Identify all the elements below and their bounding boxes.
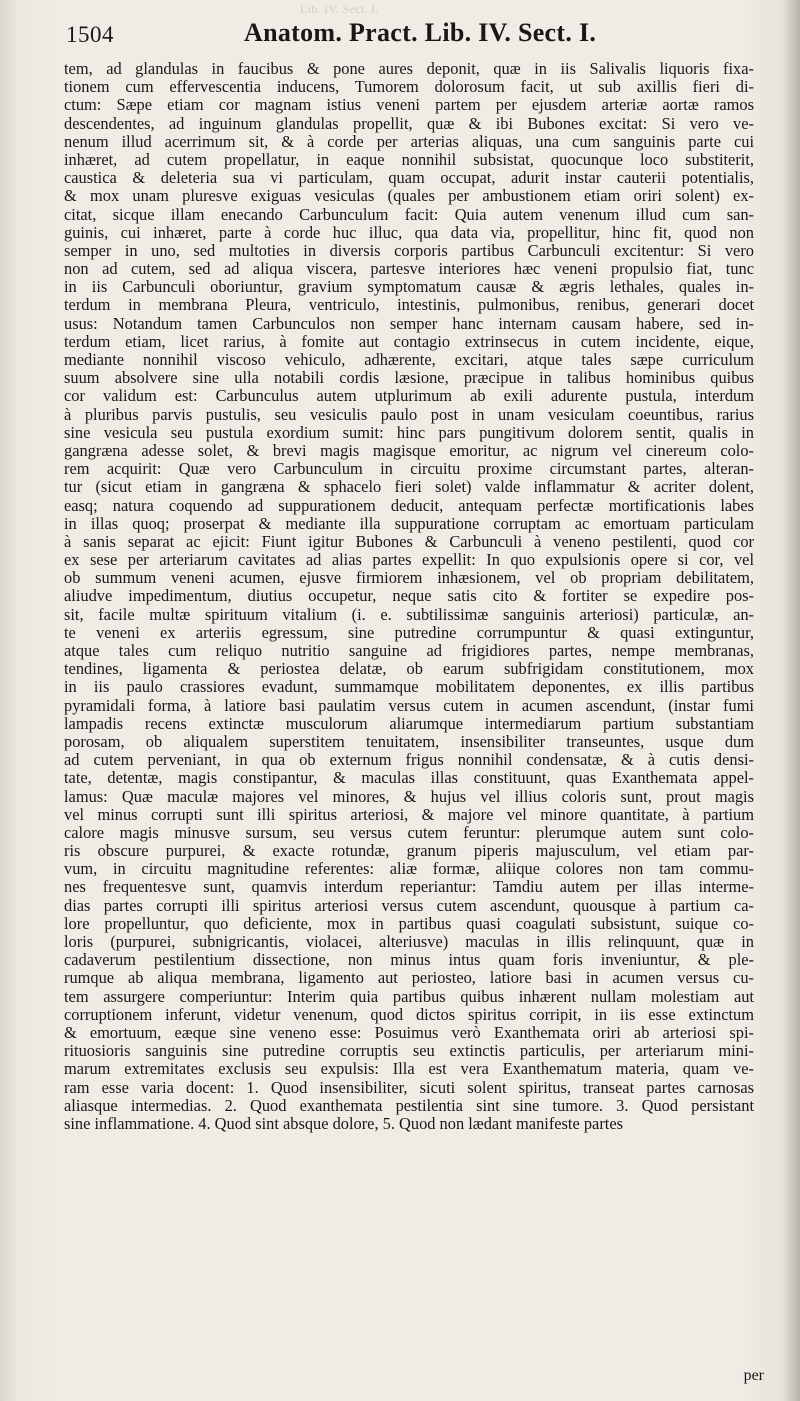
text-line: nenum illud acerrimum sit, & à corde per arterias aliquas, una cum sanguinis parte cui [64,131,754,151]
text-line: tur (sicut etiam in gangræna & sphacelo fieri solet) valde inflammatur & acriter dolent, [64,477,754,497]
text-line: rumque ab aliqua membrana, ligamento aut periosteo, latiore basi in acumen versus cu- [64,968,754,988]
text-line: dias partes corrupti illi spiritus arteriosi versus cutem ascendunt, quousque à partium ca- [64,895,754,915]
text-line: terdum etiam, licet rarius, à fomite aut contagio extrinsecus in cutem incidente, eique, [64,331,754,351]
text-line: tem assurgere comperiuntur: Interim quia partibus quibus inhærent nullam molestiam aut [64,986,754,1006]
text-line: usus: Notandum tamen Carbunculos non semper hanc internam causam habere, sed in- [64,313,754,333]
page-header [66,10,780,50]
text-line: citat, sicque illam enecando Carbunculum facit: Quia autem venenum illud cum san- [64,204,754,224]
text-line: corruptionem inferunt, videtur venenum, quod dictos spiritus corripit, in iis esse extinctum [64,1004,754,1024]
text-line: ex sese per arteriarum cavitates ad alias partes expellit: In quo expulsionis opere si cor, vel [64,550,754,570]
text-line: vel minus corrupti sunt illi spiritus arteriosi, & majore vel minore quantitate, à partium [64,804,754,824]
text-line: descendentes, ad inguinum glandulas propellit, quæ & ibi Bubones excitat: Si vero ve- [64,113,754,133]
text-line: nes frequentesve sunt, quamvis interdum reperiantur: Tamdiu autem per illas interme- [64,877,754,897]
text-line: ris obscure purpurei, & exacte rotundæ, granum piperis majusculum, vel etiam par- [64,841,754,861]
text-line: guinis, cui inhæret, parte à corde huc illuc, qua data via, propellitur, hinc fit, quod non [64,222,754,242]
text-line: lampadis recens extinctæ musculorum aliarumque intermediarum partium substantiam [64,713,754,733]
text-line: te veneni ex arteriis egressum, sine putredine corrumpuntur & quasi extinguntur, [64,622,754,642]
text-line: non ad cutem, sed ad aliqua viscera, partesve interiores hæc veneni propulsio fiat, tunc [64,259,754,279]
text-line: sit, facile multæ spirituum vitalium (i. e. subtilissimæ sanguinis arteriosi) particulæ, an- [64,604,754,624]
text-line: in iis Carbunculi oboriuntur, gravium symptomatum causæ & ægris lethales, quales in- [64,277,754,297]
text-line: gangræna adesse solet, & brevi magis magisque emoritur, ac nigrum vel cinereum colo- [64,440,754,460]
text-line: rituosioris sanguinis sine putredine corruptis seu extinctis particulis, per arteriarum mini- [64,1041,754,1061]
text-line: sine vesicula seu pustula exordium sumit: hinc pars pungitivum dolorem sentit, qualis in [64,422,754,442]
text-line: lamus: Quæ maculæ majores vel minores, & hujus vel illius coloris sunt, prout magis [64,786,754,806]
body-text [64,60,754,1133]
text-line: marum extremitates exclusis seu expulsis: Illa est vera Exanthematum materia, quam ve- [64,1059,754,1079]
text-line: tionem cum effervescentia inducens, Tumorem dolorosum facit, ut sub axillis fieri di- [64,77,754,97]
text-line: & emortuum, eæque sine veneno esse: Posuimus verò Exanthemata oriri ab arteriosi spi- [64,1022,754,1042]
text-line: pyramidali forma, à latiore basi paulatim versus cutem in acumen ascendunt, (instar fumi [64,695,754,715]
text-line: semper in uno, sed multoties in diversis corporis partibus Carbunculi excitentur: Si vero [64,240,754,260]
text-line: inhæret, ad cutem propellatur, in eaque nonnihil subsistat, quocunque loco substiterit, [64,149,754,169]
catchword: per [743,1367,764,1384]
text-line: easq; natura coquendo ad suppurationem deducit, antequam perfectæ mortificationis labes [64,495,754,515]
text-line: vum, in circuitu magnitudine referentes: aliæ formæ, aliique colores non tam commu- [64,859,754,879]
text-line: sine inflammatione. 4. Quod sint absque dolore, 5. Quod non lædant manifeste partes [64,1113,623,1133]
text-line: à pluribus parvis pustulis, seu vesiculis paulo post in unam vesiculam coeuntibus, rarius [64,404,754,424]
text-line: aliudve impedimentum, diutius occupetur, neque satis cito & fortiter se expedire pos- [64,586,754,606]
bleed-through-text: Lib. IV. Sect. I. [300,2,379,16]
text-line: tate, detentæ, magis constipantur, & maculas illas constituunt, quas Exanthemata appel- [64,768,754,788]
page-edge-shadow [782,0,800,1401]
text-line: cadaverum pestilentium dissectione, non minus intus quam foris inveniuntur, & ple- [64,950,754,970]
text-line: terdum in membrana Pleura, ventriculo, intestinis, pulmonibus, renibus, generari docet [64,295,754,315]
text-line: rem acquirit: Quæ vero Carbunculum in circuitu proxime circumstant partes, alteran- [64,459,754,479]
text-line: lore propelluntur, quo deficiente, mox in partibus quasi coagulati subsistunt, suique co- [64,913,754,933]
text-line: cor validum est: Carbunculus autem utplurimum ab exili adurente pustula, interdum [64,386,754,406]
page-number: 1504 [66,22,114,47]
text-line: suum absolvere sine ulla notabili cordis læsione, præcipue in talibus hominibus quibus [64,368,754,388]
text-line: caustica & deleteria sua vi particulam, quam occupat, adurit instar cauterii potentialis, [64,168,754,188]
text-line: calore magis minusve sursum, seu versus cutem feruntur: plerumque autem sunt colo- [64,822,754,842]
text-line: tem, ad glandulas in faucibus & pone aures deponit, quæ in iis Salivalis liquoris fixa- [64,59,754,78]
text-line: porosam, ob aliqualem superstitem tenuitatem, insensibiliter transeuntes, usque dum [64,731,754,751]
text-line: aliasque intermedias. 2. Quod exanthemata pestilentia sint sine tumore. 3. Quod persistant [64,1095,754,1115]
text-line: ram esse varia docent: 1. Quod insensibiliter, sicuti solent spiritus, transeat partes carnosas [64,1077,754,1097]
text-line: tendines, ligamenta & periostea delatæ, ob earum subfrigidam constitutionem, mox [64,659,754,679]
text-line: in iis paulo crassiores evadunt, summamque mobilitatem deponentes, ex illis partibus [64,677,754,697]
text-line: loris (purpurei, subnigricantis, violacei, alteriusve) maculas in illis relinquunt, quæ in [64,932,754,951]
text-line: à sanis separat ac ejicit: Fiunt igitur Bubones & Carbunculi à veneno pestilenti, quod cor [64,531,754,551]
text-line: & mox unam pluresve exiguas vesiculas (quales per ambustionem etiam oriri solent) ex- [64,186,754,206]
text-line: mediante nonnihil viscoso vehiculo, adhærente, excitari, atque tales sæpe curriculum [64,350,754,369]
text-line: ctum: Sæpe etiam cor magnam istius veneni partem per ejusdem arteriæ aortæ ramos [64,95,754,115]
text-line: ad cutem perveniant, in qua ob externum frigus nonnihil condensatæ, & à cutis densi- [64,750,754,770]
running-title: Anatom. Pract. Lib. IV. Sect. I. [244,18,597,47]
text-line: in illas quoq; proserpat & mediante illa suppuratione corruptam ac emortuam particulam [64,513,754,533]
text-line: atque tales cum reliquo nutritio sanguine ad frigidiores partes, nempe membranas, [64,641,754,660]
text-line: ob summum veneni acumen, ejusve firmiorem inhæsionem, vel ob propriam debilitatem, [64,568,754,588]
